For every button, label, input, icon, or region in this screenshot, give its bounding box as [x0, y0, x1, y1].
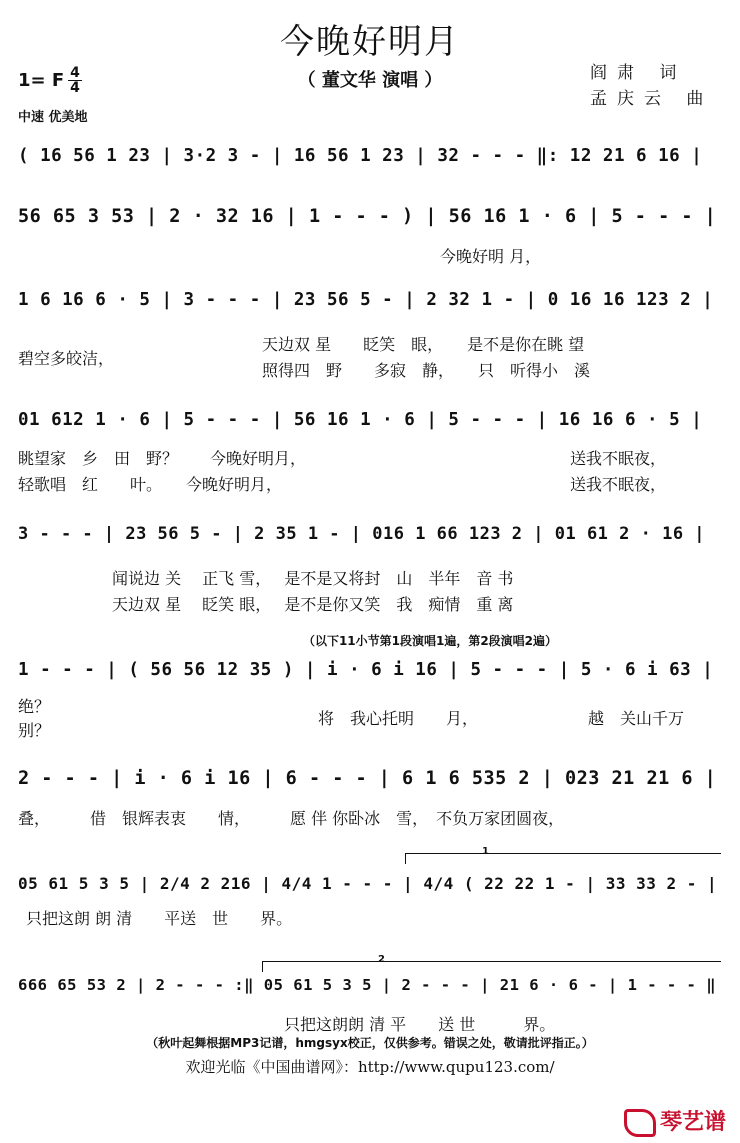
- lyric-line-5a: 闻说边 关 正飞 雪， 是不是又将封 山 半年 音 书: [112, 569, 514, 588]
- lyric-line-4a: 眺望家 乡 田 野？ 今晚好明月，: [18, 449, 307, 468]
- composer-credit: 孟庆云 曲: [590, 89, 714, 109]
- lyric-line-6b: 别？: [18, 721, 51, 740]
- footer-note: （秋叶起舞根据MP3记谱，hmgsyx校正，仅供参考。错误之处，敬请批评指正。）: [146, 1036, 594, 1050]
- performer-subtitle: （ 董文华 演唱 ）: [297, 70, 443, 91]
- score-line-5: 3 - - - | 23 56 5 - | 2 35 1 - | 016 1 66 123 2 | 01 61 2 · 16 |: [18, 524, 706, 544]
- lyric-line-9: 只把这朗朗 清 平 送 世 界。: [284, 1015, 556, 1034]
- lyric-line-8: 只把这朗 朗 清 平送 世 界。: [26, 909, 293, 928]
- tempo-marking: 中速 优美地: [18, 110, 88, 125]
- score-line-1: ( 16 56 1 23 | 3·2 3 - | 16 56 1 23 | 32 - - - ‖: 12 21 6 16 |: [18, 146, 703, 166]
- lyric-line-6c: 将 我心托明 月，: [318, 709, 479, 728]
- key-signature: 1= F: [18, 70, 65, 91]
- score-line-4: 01 612 1 · 6 | 5 - - - | 56 16 1 · 6 | 5 - - - | 16 16 6 · 5 |: [18, 410, 703, 430]
- time-signature: [68, 66, 82, 95]
- volta-label-2: 2: [378, 954, 385, 965]
- logo-text: 琴艺谱: [659, 1110, 726, 1135]
- score-line-2: 56 65 3 53 | 2 · 32 16 | 1 - - - ) | 56 16 1 · 6 | 5 - - - |: [18, 206, 717, 227]
- lyric-line-3a: 碧空多皎洁，: [18, 349, 115, 368]
- lyric-line-4b: 轻歌唱 红 叶。 今晚好明月，: [18, 475, 283, 494]
- lyric-line-6a: 绝？: [18, 697, 51, 716]
- lyric-line-7: 叠， 借 银辉表衷 情， 愿 伴 你卧冰 雪， 不负万家团圆夜，: [18, 809, 565, 828]
- lyric-line-3c: 照得四 野 多寂 静， 只 听得小 溪: [262, 361, 591, 380]
- score-line-9: 666 65 53 2 | 2 - - - :‖ 05 61 5 3 5 | 2 - - - | 21 6 · 6 - | 1 - - - ‖: [18, 976, 717, 994]
- page-title: 今晚好明月: [280, 22, 460, 62]
- time-signature-top: 4: [68, 66, 82, 81]
- lyric-line-3b: 天边双 星 眨笑 眼， 是不是你在眺 望: [262, 335, 585, 354]
- lyric-line-4a2: 送我不眠夜，: [570, 449, 667, 468]
- score-line-7: 2 - - - | i · 6 i 16 | 6 - - - | 6 1 6 535 2 | 023 21 21 6 |: [18, 768, 717, 789]
- score-line-3: 1 6 16 6 · 5 | 3 - - - | 23 56 5 - | 2 32 1 - | 0 16 16 123 2 |: [18, 290, 714, 310]
- volta-bracket-1: [405, 853, 721, 864]
- score-line-6: 1 - - - | ( 56 56 12 35 ) | i · 6 i 16 | 5 - - - | 5 · 6 i 63 |: [18, 660, 714, 680]
- lyric-line-6d: 越 关山千万: [588, 709, 685, 728]
- lyricist-credit: 阎肃 词: [590, 63, 687, 83]
- lyric-line-5b: 天边双 星 眨笑 眼， 是不是你又笑 我 痴情 重 离: [112, 595, 514, 614]
- site-logo: [624, 1105, 726, 1137]
- repeat-instruction: （以下11小节第1段演唱1遍，第2段演唱2遍）: [302, 634, 558, 648]
- welcome-link[interactable]: 欢迎光临《中国曲谱网》：http://www.qupu123.com/: [185, 1058, 555, 1076]
- score-line-8: 05 61 5 3 5 | 2/4 2 216 | 4/4 1 - - - | 4/4 ( 22 22 1 - | 33 33 2 - |: [18, 874, 718, 893]
- logo-icon: [624, 1109, 656, 1137]
- volta-bracket-2: [262, 961, 721, 972]
- time-signature-bottom: 4: [70, 80, 80, 96]
- volta-label-1: 1: [482, 846, 489, 857]
- lyric-line-4b2: 送我不眠夜，: [570, 475, 667, 494]
- lyric-line-2: 今晚好明 月，: [440, 247, 542, 266]
